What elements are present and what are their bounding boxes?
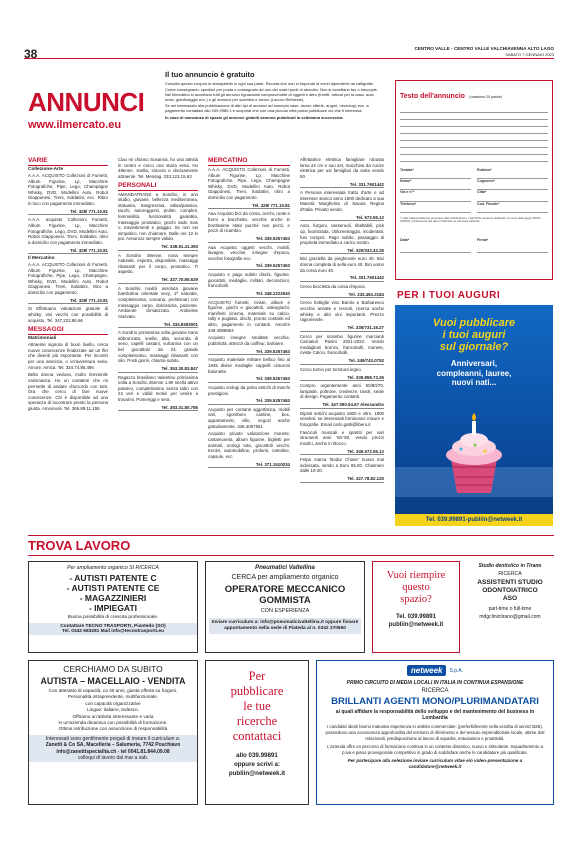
job2-title: OPERATORE MECCANICO GOMMISTA <box>224 584 346 606</box>
job6-line-5: contattaci <box>232 729 282 743</box>
ad-phone: Tel. 328/ 771.10.81 <box>28 298 108 305</box>
job6-line-1: Per <box>248 669 266 683</box>
ad-text: Felpa marca 'Bodur Chase' nuova mai indossata, vendo a Euro 65,00. Chiamare dalle 19-20. <box>300 457 384 474</box>
job6-tel: allo 039.99891 <box>236 752 278 759</box>
publication-name: CENTRO VALLE - CENTRO VALLE VALCHIAVENNA ALTO LAGO <box>414 46 554 51</box>
ad-text: A Persona interessata tratto d'arte e ad interesse storico anno 1800 dedicato a sua Maestà Margherita di Savoia Regina d'Italia. Privato vendo. <box>300 190 384 212</box>
ad-phone: Tel. 349/743.0752 <box>300 358 384 365</box>
ad-phone: Tel. 327.70.85.629 <box>118 277 198 284</box>
ad-text: Cerco bicicletta da corsa d'epoca. <box>300 284 366 290</box>
job1-role: - AUTISTI PATENTE CE <box>66 583 160 593</box>
ad-phone: Tel. 572.55.12 <box>300 215 384 222</box>
job3-mail[interactable]: publiin@netweek.it <box>388 622 444 628</box>
job3-line-2: questo <box>402 582 430 593</box>
ad-text: Attraente signora di buon livello, cerca nuove conoscenze finalizzate ad un flirt che diventi più importante. Per incontri per una amicizia, o un'avventura seria. Amore. Amica. Tel. 334.74.86.496 <box>28 342 108 370</box>
netweek-logo: netweek <box>407 665 447 676</box>
job5-line: Personalità intraprendente, multifunzionale, <box>67 694 159 700</box>
job4-role: ASO <box>502 595 518 602</box>
ad-text: AMANDATRANS a Sondrio, in uno studio, giovane, bellezza mediterranea, statuaria, trasgressiva, attiva/passiva, tacchi, autoreggenti, prolim. completi, femminilità, funzionalità garantita, massaggio prostatico, giochi sado mas o, travestimenti e piaggio. Se non sei simpatico, non chiamare. Dalle ore 12 in poi. Annuncio sempre valido. <box>118 191 198 242</box>
job-ad-publish <box>205 660 309 805</box>
ad-text: Ciao mi chiamo Susanna, ho una attività in centro e cerco una storia seria. Ho 49enne, snella, sincera e decisamente attraente. Tel. Messag. 333.123.15.63 <box>118 157 198 179</box>
ad-text: Bici graziella da pieghevole euro 40. Bici donna completa di sella euro 40. Bici uomo da corsa euro 40. <box>300 256 384 273</box>
section-title-varie: VARIE <box>28 157 108 166</box>
intro-title: Il tuo annuncio è gratuito <box>165 70 255 79</box>
ad-phone: Tel. 353.30.83.847 <box>118 366 198 373</box>
job7-sub: ai quali affidare la responsabilità dello sviluppo e del mantenimento del business in Lombardia <box>335 709 535 721</box>
column-mercatino <box>208 157 290 470</box>
ad-phone: Tel. 339.5257463 <box>208 398 290 405</box>
auguri-line-3: sul giornale? <box>439 341 509 353</box>
ad-text: Auto, furgoni, casseruoli, ribaltabili, pick up, fuoristrada, chilometraggio, incidentati, fusi comprò. Pago subito, passaggio di proprietà immediato a carico nostro. <box>300 223 384 246</box>
job3-line-1: Vuoi riempire <box>386 570 446 581</box>
job5-line: con capacità organizzative <box>85 700 141 706</box>
coupon-field-citta[interactable] <box>477 195 548 202</box>
ad-phone: Tel. 339.858.73.26 <box>300 375 384 382</box>
coupon-field-label: Nome* <box>400 179 412 184</box>
ad-phone: Tel. 328/ 771.10.81 <box>208 203 290 210</box>
ad-text: Cerco bottiglie vino Barolo e Barbaresco vecchie annate e recenti, ricerca anche whisky e altri vini importanti. Prezzo ragionevole. <box>300 300 384 323</box>
job6-line-2: pubblicare <box>230 684 284 698</box>
auguri-line-5: compleanni, lauree, <box>436 368 512 378</box>
ad-phone: Tel. 353.31.80.785 <box>118 405 198 412</box>
ad-phone: Tel. 371.1510034 <box>208 462 290 469</box>
coupon-field-label: Cod. Fiscale* <box>477 201 500 206</box>
annunci-title: ANNUNCI <box>28 87 145 117</box>
job7-ricerca: RICERCA <box>421 688 449 694</box>
coupon-signature-field[interactable] <box>477 246 548 253</box>
coupon-field-label: Testata* <box>400 168 414 172</box>
coupon-subtitle: (massimo 20 parole) <box>469 95 503 99</box>
ad-phone: Tel. 320/332.42.26 <box>300 248 384 255</box>
intro-line: Come consegnarlo: spedisci per posta o consegnalo ad uno dei nostri punti di raccolta. Non si accettano fax o fotocopie. Nel Mercatino si accettano tutti gli annunci riguardanti compravendite di oggetti e altro (furetti, articoli per la casa, auto, moto, giardinaggio ecc.) e gli annunci per scambio e lavoro (Lavoro-Richieste). <box>165 87 379 103</box>
job-ad-netweek <box>316 660 554 805</box>
ad-text: Acquisto materiale militare bellico fino al 1945 divise medaglie cappelli cinturoni baionette. <box>208 357 290 374</box>
job7-title: BRILLANTI AGENTI MONO/PLURIMANDATARI <box>331 696 539 707</box>
job-ad-tecno-trasporti <box>28 561 198 653</box>
auguri-banner <box>395 305 553 515</box>
coupon-signature-label: Firma* <box>477 237 489 242</box>
job1-role: - MAGAZZINIERI <box>79 593 147 603</box>
ad-text: A.A.A. acquisto Collezioni Fumetti, Album Figurine, Lp, Macchine Fotografiche, Lego, DVD, Modellini Auto, Robot Giapponesi, Treni, Soldatini, ritiro a domicilio con pagamento immediato. <box>28 217 108 245</box>
job6-or: oppure scrivi a: <box>233 761 281 768</box>
column-varie <box>28 157 108 414</box>
annunci-url: www.ilmercato.eu <box>28 119 122 131</box>
ad-text: Acquisto orologi da polso antichi di marchi prestigiosi. <box>208 384 291 396</box>
auguri-line-1: Vuoi pubblicare <box>432 317 516 329</box>
intro-box <box>165 70 385 150</box>
coupon-date-label: Data* <box>400 237 410 242</box>
intro-line: Se sei interessato alla pubblicazione di altri tipi di annunci ad esempio case, lavoro offerte, auguri, necrologi, ecc. a pagamento contattaci allo 039.9989.1 e scoprirai che con una piccola cifra potrai pubblicare ciò che ti interessa. <box>165 103 369 114</box>
ad-phone: Tel. 328/ 771.10.81 <box>28 248 108 255</box>
coupon-field-testata[interactable] <box>400 172 471 179</box>
ad-text: ACQUISTO fumetti, riviste, album e figurine, giochi e giocattoli, videogiochi, manifesti cinema, materiale su calcio, rally e pugilato, dischi, pronto contanti ed altro, pagamento in contanti. Amorim 349.4088864 <box>208 299 290 333</box>
job6-line-3: le tue <box>243 699 271 713</box>
coupon-field-rubrica[interactable] <box>477 172 548 179</box>
ad-text: A.A.A. ACQUISTO Collezioni di Fumetti, Album Figurine, Lp, Macchine Fotografiche, Pipe, Lego, Champagne Whisky, DVD, Modellini Auto, Robot Giapponesi, Treni, Soldatini, ecc. Ritiro in loco con pagamento immediato. <box>28 173 108 206</box>
ad-text: Acquisto e pago subito dischi, figurine, giocattoli, medaglie, militari, decorazioni, francobolli. <box>208 272 290 289</box>
coupon-field-via[interactable] <box>400 195 471 202</box>
job4-mail[interactable]: mdgclinictirano@gmail.com <box>479 614 541 620</box>
job5-line: Ottima retribuzione con assunzione di responsabilità <box>58 726 168 732</box>
ad-text: A Sondrio novità assoluta giovane bambolina orientale sexy, 1ª naturale, completissima, coreana, preliminari con massaggio corpo, dolcissima, paziente. Ambiente climatizzato. Ambiente riservato. <box>118 285 198 319</box>
ad-text: Acquisto insegne smaltate vecchie, pubblicità, attrezzi da coiffeur, barbiere. <box>208 335 290 346</box>
ad-text: Si Effettuano valutazioni gratuite di whisky, vini vecchi con possibilità di acquisto. Tel. 347.222.86.66 <box>28 306 108 323</box>
cupcake-icon <box>395 407 553 497</box>
job-ad-pneumatici <box>205 561 365 653</box>
job5-call: Interessati sono gentilmente pregati di inviare il curriculum a: <box>45 735 181 742</box>
ad-phone: Tel. 347.090.54.67 Alessandro <box>300 402 384 409</box>
coupon-field-nome[interactable] <box>400 183 471 190</box>
coupon-field-label: Città* <box>477 190 487 195</box>
intro-line: In caso di mancanza di spazio gli annunci gratuiti saranno pubblicati la settimana successiva. <box>165 114 344 120</box>
job6-mail[interactable]: publiin@netweek.it <box>228 770 286 777</box>
coupon-field-codfiscale[interactable] <box>477 206 548 213</box>
ad-phone: Tel. 333.463.2184 <box>300 292 384 299</box>
job1-intro: Per ampliamento organico SI RICERCA <box>67 565 159 571</box>
subsection-title: Matrimoniali <box>28 336 57 342</box>
job4-time: part-time o full-time <box>488 606 532 612</box>
ad-text: Affettatrice elettrica famigliare robusta lama 22 cm e suo set, macchina da cucire elettrica per usi famigliari da sarta vendo 50. <box>300 157 384 179</box>
job-ad-fill-space <box>372 561 460 653</box>
annunci-logo <box>28 75 145 155</box>
ad-phone: Tel. 328/ 771.10.81 <box>28 209 108 216</box>
column-personali <box>118 157 198 413</box>
publication-date: SABATO 7 GENNAIO 2023 <box>505 52 554 57</box>
auguri-line-6: nuovi nati... <box>451 378 497 387</box>
column-mercatino-2 <box>300 157 384 485</box>
auguri-line-4: Anniversari, <box>450 359 498 368</box>
section-title-mercatino: MERCATINO <box>208 157 290 166</box>
ad-text: A.A.A. ACQUISTO Collezioni di Fumetti, Album Figurine, Lp, Macchine Fotografiche, Pipe, Lego, Champagne Whisky, DVD, Modellini Auto, Robot Giapponesi, Treni, Soldatini, ritiro a domicilio con pagamento. <box>208 167 290 200</box>
job1-tel: Tel. 0342 683281 Mail info@tecnotrasporti.eu <box>62 629 164 634</box>
section-title-messaggi: MESSAGGI <box>28 326 108 335</box>
subsection-title: Il Mercatino <box>28 256 55 262</box>
job4-ricerca: RICERCA <box>498 571 522 577</box>
job7-p1: I candidati ideali hanno maturato esperienza in ambito commerciale: (preferibilmente nella vendita di servizi B2B), <box>327 724 543 729</box>
job4-title: Studio dentistico in Tirano <box>478 563 542 569</box>
job1-role: - AUTISTI PATENTE C <box>69 573 157 583</box>
ad-phone: Tel. 339.5257463 <box>208 236 290 243</box>
job2-company: Pneumatici Valtellina <box>255 565 315 571</box>
ad-text: Dipinti antichi acquisto 1800 e oltre, 1800 vendesi: se interessati forniscano misure e fotografie. Email carlo.gatti@libero.it <box>300 410 384 427</box>
job5-line: Con attestato di capacità, ca 30 anni, giusta offerta su furgoni. <box>48 688 178 693</box>
job6-line-4: ricerche <box>236 714 278 728</box>
job2-cta: Inviare curriculum a: info@pneumaticivaltellina.it oppure fissare appuntamento nella sede di Piateda al n. 0342 370650 <box>209 618 361 634</box>
coupon-field-label: Rubrica* <box>477 168 492 172</box>
ad-text: Bella donna vedova, molto femminile carismatica. Ho un carattere che mi permette di andare d'accordo con tutti. Ora che cerco di fare nuove conoscenze. Chi è disponibile ad una speranza di incontrare presto la persona giusta. Amorevoli. Tel. 366.89.11.155 <box>28 372 108 411</box>
coupon-field-label: Telefono* <box>400 201 417 206</box>
job5-company: Zanetti & Co SA, Macelleria – Salumeria, 7742 Poschiavo <box>45 742 181 749</box>
job1-role: - IMPIEGATI <box>88 603 137 613</box>
ad-phone: Tel. 339.5257463 <box>208 263 290 270</box>
intro-line: Compila questo coupon in stampatello in ogni sua parte. Riconta che non si risponde di errori dipendenti da calligrafie. <box>165 81 375 86</box>
job3-line-3: spazio? <box>400 594 432 605</box>
auguri-title: PER I TUOI AUGURI <box>397 290 501 301</box>
coupon-date-field[interactable] <box>400 246 471 253</box>
ad-text: Acquisto per contanti oggettistica, mobili vari, sgombero cantine, box, appartamenti, ville, negozi anche gratuitamente. 346.4057561 <box>208 406 290 429</box>
coupon-field-cognome[interactable] <box>477 183 548 190</box>
job2-sub: CON ESPERIENZA <box>260 608 310 614</box>
netweek-suffix: S.p.A. <box>449 667 464 674</box>
job4-role: ASSISTENTI STUDIO <box>477 579 543 586</box>
trova-lavoro-rule-bottom <box>28 555 554 556</box>
job5-line: Offriamo un'attività interessante e varia <box>72 713 154 719</box>
ad-text: Fascicoli musicali e spartiti per vari strumenti anni '60-'80, vendo prezzi modici, anche in blocco. <box>300 429 384 446</box>
trova-lavoro-title: TROVA LAVORO <box>28 538 131 553</box>
job4-role: ODONTOIATRICO <box>482 587 538 594</box>
coupon-box <box>395 80 553 280</box>
job7-head: PRIMO CIRCUITO DI MEDIA LOCALI IN ITALIA IN CONTINUA ESPANSIONE <box>346 680 524 686</box>
ad-phone: Tel. 335/731.16.27 <box>300 325 384 332</box>
ad-text: Acquisto privato valutazione monete, cartamoneta, album figurine, biglietti per animali, orologi tuta, giocattoli vecchi, trenini, automobiline, profumi, cartoline, capsule, ecc. <box>208 431 290 459</box>
job2-intro: CERCA per ampliamento organico <box>231 574 339 581</box>
job5-head: CERCHIAMO DA SUBITO <box>63 664 163 674</box>
page-number: 38 <box>24 47 38 61</box>
ad-text: A.A.A. ACQUISTO Collezioni di Fumetti, Album Figurine, Lp, Macchine Fotografiche, Pipe, Lego, Champagne, Whisky, DVD, Modellini Auto, Robot Giapponesi, Treni, Soldatini, ritiro a domicilio con pagamento. <box>28 262 108 296</box>
ad-phone: Tel. 331.7601442 <box>300 275 384 282</box>
coupon-field-label: Cognome* <box>477 179 495 184</box>
ad-phone: Tel. 331.7601442 <box>300 182 384 189</box>
job5-note: colloqui di lavoro dal mar a sab. <box>77 755 149 762</box>
ad-text: Aaa Acquisto oggetti vecchi, mobili, lavagne, vecchie, insegne d'epoca, vecchie fotografie ecc. <box>208 244 290 261</box>
ad-text: A Sondrio 48enne, nona sempre naturale, esperta, disponibile, massaggi rilassanti per il corpo, prostatico. Ti aspetto. <box>118 252 198 275</box>
coupon-field-telefono[interactable] <box>400 206 471 213</box>
subsection-title: Collezione-Arte <box>28 167 64 172</box>
auguri-line-2: i tuoi auguri <box>442 329 506 341</box>
job5-contact[interactable]: info@zanettispecialita.ch - tel 0041.81.844.09.08 <box>56 748 170 755</box>
ad-phone: Tel. 339.5257463 <box>208 349 290 356</box>
ad-text: Cerco tornio per tornitura legno. <box>300 366 362 372</box>
ad-phone: Tel. 327.78.82.120 <box>300 476 384 483</box>
job3-tel: Tel. 039.99891 <box>396 614 436 620</box>
job7-p2: possiedono una conoscenza approfondita del territorio di riferimento e del tessuto imprenditoriale locale, ottime doti relazionali, predisposizione al lavoro di squadra, entusiasmo e proattività. <box>325 730 545 741</box>
job1-note: Buona possibilità di crescita professionale. <box>67 615 159 620</box>
coupon-footnote: * I dati indispensabili per procedere alla pubblicazione. I dati NON verranno pubblicati. Ai sensi della legge 196/03 (GDPR), il trattamento dei dati è finalizzato ai soli scopi editoriali <box>400 215 541 224</box>
auguri-contact: Tel. 039.99891-publiin@netweek.it <box>395 514 553 526</box>
ad-phone: Tel. 348.2222540 <box>208 291 290 298</box>
coupon-field-label: Via e n°* <box>400 190 415 195</box>
ad-phone: Tel. 338.91.41.393 <box>118 244 198 251</box>
ad-phone: Tel. 339.5257463 <box>208 376 290 383</box>
ad-text: Cerco per scambio figurine marcianti Calciatori Panini 2021-2022. Vendo medaglioni bronzo, francobolli, monete, riviste Calcio, francobolli. <box>300 333 384 356</box>
job-ad-zanetti <box>28 660 198 805</box>
coupon-title: Testo dell'annuncio <box>400 93 465 100</box>
job1-contact: Contattare TECNO TRASPORTI, Piantedo (SO) <box>60 624 166 629</box>
section-title-personali: PERSONALI <box>118 182 198 191</box>
ad-phone: Tel. 349.572.55.12 <box>300 449 384 456</box>
trova-lavoro-rule <box>28 535 554 536</box>
ad-phone: Tel. 334.8263001 <box>118 322 198 329</box>
job5-line: Lingue: italiano, tedesco. <box>87 707 139 713</box>
job7-cta[interactable]: Per partecipare alla selezione inviare curriculum vitae e/o video-presentazione a candidature@netweek.it <box>347 758 523 769</box>
job7-p3: L'azienda offre un percorso di formazione continua in un contesto dinamico, nuovo e stimolante. Inquadramento a p.iva e piano provvigionale competitivo in grado di soddisfare anche le candidature più qualificate. <box>327 744 543 755</box>
ad-text: Aaa Acquisto bici da corsa, cerchi, ruote e fremi a bacchette, vecchie anche in bruttissime stato purché non pezzi, e pezzi di ricambio. <box>208 211 290 234</box>
coupon-text-area[interactable] <box>400 106 548 162</box>
job5-line: in un'azienda dinamica con possibilità di formazione. <box>58 720 168 726</box>
job5-title: AUTISTA – MACELLAIO - VENDITA <box>40 676 186 686</box>
ad-text: A Sondrio primissima volta giovane trans abbronzata, snella, alta, seconda di seno, capelli castani, vulcanica con un bel giocattolo da 23, grande completissimo, massaggi rilassanti con olio. Posti giorni, chiama subito. <box>118 330 198 364</box>
header-rule <box>24 58 554 59</box>
job-ad-dentista <box>466 561 554 653</box>
ad-text: Ragazzo brasiliano Valentino primissima volta a Sondrio 25enne 1.80 snello attivo passivo, completissimo senza tabù con 22 veri e validi motivi per venire a trovarmi. Pomeriggi e sera. <box>118 374 198 402</box>
ad-text: Compro urgentemente anni 60/80/70, lampade, poltrone, credenze, tavoli, sedie di design. Pagamento contanti. <box>300 383 384 400</box>
